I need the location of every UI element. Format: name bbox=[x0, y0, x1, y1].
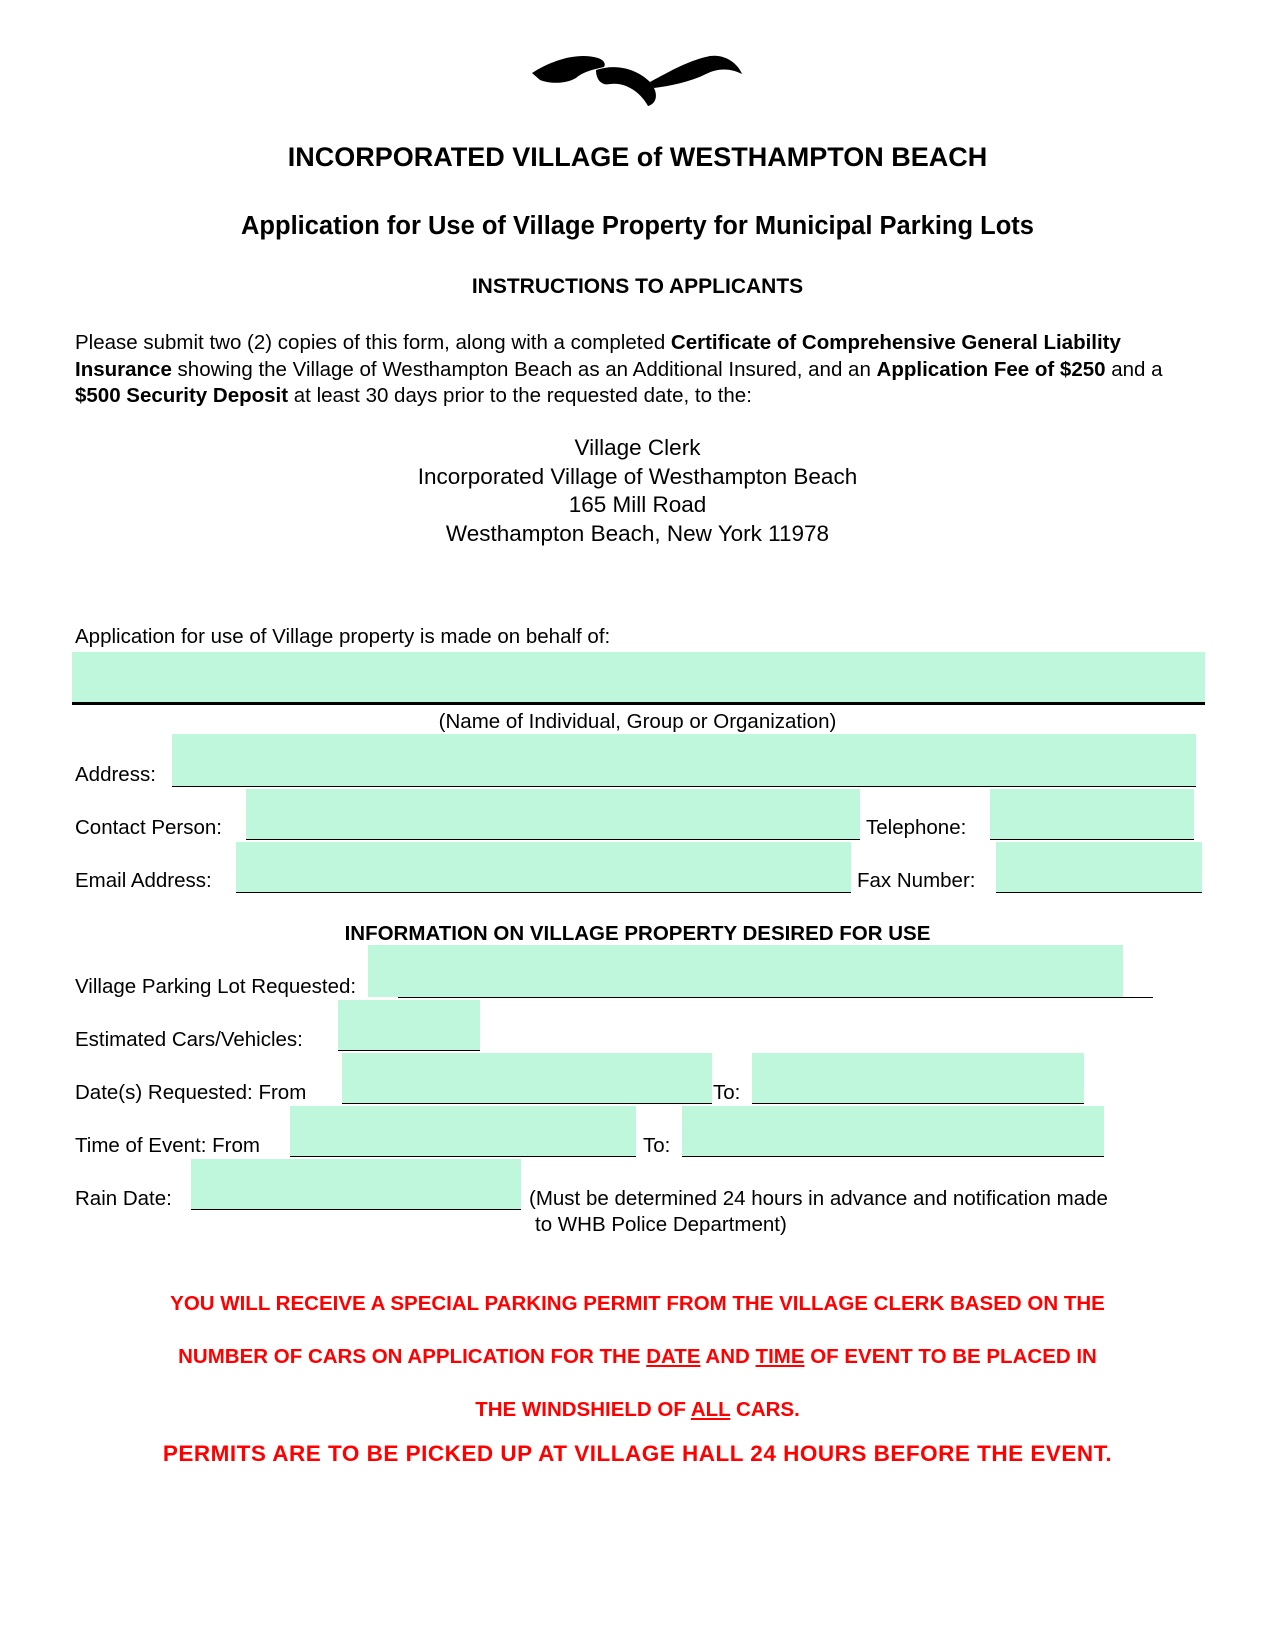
permit-notice-line-2 bbox=[0, 1345, 1275, 1369]
security-deposit: $500 Security Deposit bbox=[75, 384, 289, 407]
intro-text: Please submit two (2) copies of this form, along with a completed bbox=[75, 331, 671, 354]
application-fee: Application Fee of $250 bbox=[876, 357, 1106, 381]
date-from-field[interactable] bbox=[342, 1053, 712, 1104]
instructions-heading: INSTRUCTIONS TO APPLICANTS bbox=[471, 275, 804, 298]
date-to-field[interactable] bbox=[752, 1053, 1084, 1104]
mailing-address bbox=[0, 434, 1275, 548]
insurance-requirement: Certificate of Comprehensive General Liability Insurance bbox=[75, 331, 1121, 381]
page-title: INCORPORATED VILLAGE of WESTHAMPTON BEACH bbox=[287, 142, 988, 172]
parking-lot-line bbox=[398, 997, 1153, 998]
email-label: Email Address: bbox=[75, 869, 212, 892]
parking-lot-label: Village Parking Lot Requested: bbox=[75, 975, 357, 998]
notice-all-emphasis: ALL bbox=[690, 1398, 731, 1421]
rain-date-note-continued: to WHB Police Department) bbox=[535, 1213, 787, 1236]
instructions-paragraph bbox=[75, 330, 1210, 410]
intro-text: at least 30 days prior to the requested date, to the: bbox=[288, 384, 752, 407]
contact-person-field[interactable] bbox=[246, 789, 860, 840]
telephone-field[interactable] bbox=[990, 789, 1194, 840]
applicant-name-field[interactable] bbox=[72, 652, 1205, 702]
permit-notice-line-1: YOU WILL RECEIVE A SPECIAL PARKING PERMIT FROM THE VILLAGE CLERK BASED ON THE bbox=[170, 1292, 1105, 1315]
address-line: Incorporated Village of Westhampton Beach bbox=[417, 463, 858, 489]
behalf-label: Application for use of Village property is made on behalf of: bbox=[75, 625, 611, 648]
form-title: Application for Use of Village Property for Municipal Parking Lots bbox=[241, 212, 1034, 240]
intro-text: and a bbox=[1105, 357, 1163, 381]
permit-notice-line-3 bbox=[0, 1398, 1275, 1422]
applicant-name-line bbox=[72, 702, 1205, 705]
address-label: Address: bbox=[75, 763, 156, 786]
cars-field[interactable] bbox=[338, 1000, 480, 1051]
address-line: 165 Mill Road bbox=[568, 492, 707, 517]
address-line: Village Clerk bbox=[574, 435, 701, 460]
pickup-notice: PERMITS ARE TO BE PICKED UP AT VILLAGE HALL 24 HOURS BEFORE THE EVENT. bbox=[162, 1441, 1113, 1466]
rain-date-label: Rain Date: bbox=[75, 1187, 172, 1210]
dates-to-label: To: bbox=[713, 1081, 741, 1104]
email-field[interactable] bbox=[236, 842, 851, 893]
fax-label: Fax Number: bbox=[857, 869, 976, 892]
property-heading: INFORMATION ON VILLAGE PROPERTY DESIRED FOR USE bbox=[344, 922, 931, 945]
notice-text: NUMBER OF CARS ON APPLICATION FOR THE bbox=[178, 1345, 647, 1368]
name-caption: (Name of Individual, Group or Organization) bbox=[438, 710, 837, 733]
notice-text: CARS. bbox=[730, 1398, 800, 1421]
notice-text: OF EVENT TO BE PLACED IN bbox=[804, 1345, 1097, 1368]
contact-person-label: Contact Person: bbox=[75, 816, 222, 839]
dates-from-label: Date(s) Requested: From bbox=[75, 1081, 307, 1104]
cars-label: Estimated Cars/Vehicles: bbox=[75, 1028, 303, 1051]
notice-text: AND bbox=[700, 1345, 756, 1368]
time-to-field[interactable] bbox=[682, 1106, 1104, 1157]
fax-field[interactable] bbox=[996, 842, 1202, 893]
seagull-logo-icon bbox=[530, 40, 745, 115]
telephone-label: Telephone: bbox=[866, 816, 967, 839]
rain-date-field[interactable] bbox=[191, 1159, 521, 1210]
rain-date-note: (Must be determined 24 hours in advance and notification made bbox=[529, 1187, 1108, 1210]
notice-text: THE WINDSHIELD OF bbox=[475, 1398, 691, 1421]
intro-text: showing the Village of Westhampton Beach as an Additional Insured, and an bbox=[171, 357, 877, 381]
parking-lot-field[interactable] bbox=[368, 945, 1123, 997]
time-from-field[interactable] bbox=[290, 1106, 636, 1157]
time-to-label: To: bbox=[643, 1134, 671, 1157]
address-field[interactable] bbox=[172, 734, 1196, 787]
notice-time-emphasis: TIME bbox=[755, 1345, 805, 1368]
notice-date-emphasis: DATE bbox=[646, 1345, 701, 1368]
address-line: Westhampton Beach, New York 11978 bbox=[445, 520, 830, 546]
time-from-label: Time of Event: From bbox=[75, 1134, 260, 1157]
